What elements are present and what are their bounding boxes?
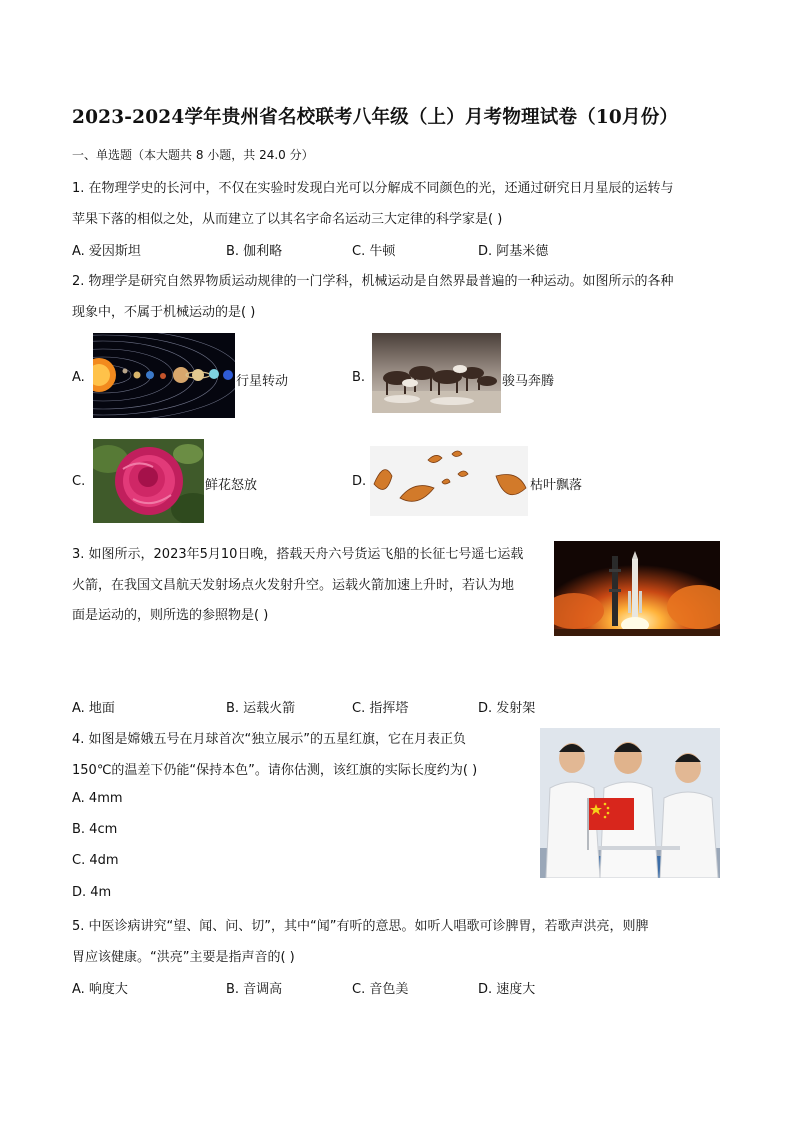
- q3-option-d[interactable]: D. 发射架: [478, 701, 536, 716]
- q2-option-d-caption: 枯叶飘落: [530, 478, 583, 493]
- q1-stem-line1: 1. 在物理学史的长河中，不仅在实验时发现白光可以分解成不同颜色的光，还通过研究日月星辰的运转与: [72, 181, 674, 196]
- page-title: 2023-2024学年贵州省名校联考八年级（上）月考物理试卷（10月份）: [72, 107, 679, 128]
- galloping-horses-image: [372, 333, 501, 413]
- q1-option-d[interactable]: D. 阿基米德: [478, 244, 549, 259]
- solar-system-image: [93, 333, 235, 418]
- q1-stem-line2: 苹果下落的相似之处，从而建立了以其名字命名运动三大定律的科学家是( ): [72, 212, 503, 227]
- q3-stem-line3: 面是运动的，则所选的参照物是( ): [72, 608, 269, 623]
- q2-option-b-letter[interactable]: B.: [352, 370, 366, 385]
- rocket-launch-image: [554, 541, 720, 636]
- q2-option-d-letter[interactable]: D.: [352, 474, 367, 489]
- q3-stem-line1: 3. 如图所示，2023年5月10日晚，搭载天舟六号货运飞船的长征七号遥七运载: [72, 547, 524, 562]
- q3-option-a[interactable]: A. 地面: [72, 701, 115, 716]
- q5-option-c[interactable]: C. 音色美: [352, 982, 409, 997]
- q3-option-c[interactable]: C. 指挥塔: [352, 701, 409, 716]
- q2-option-a-caption: 行星转动: [236, 374, 289, 389]
- q5-stem-line1: 5. 中医诊病讲究“望、闻、问、切”，其中“闻”有听的意思。如听人唱歌可诊脾胃，若歌声洪亮，则脾: [72, 919, 649, 934]
- q4-stem-line1: 4. 如图是嫦娥五号在月球首次“独立展示”的五星红旗，它在月表正负: [72, 732, 467, 747]
- q2-option-c-caption: 鲜花怒放: [205, 478, 258, 493]
- q4-option-a[interactable]: A. 4mm: [72, 791, 123, 806]
- q1-option-c[interactable]: C. 牛顿: [352, 244, 396, 259]
- q2-option-b-caption: 骏马奔腾: [502, 374, 555, 389]
- q5-option-d[interactable]: D. 速度大: [478, 982, 536, 997]
- q2-stem-line1: 2. 物理学是研究自然界物质运动规律的一门学科，机械运动是自然界最普遍的一种运动。如图所示的各种: [72, 274, 674, 289]
- q2-option-c-letter[interactable]: C.: [72, 474, 86, 489]
- q4-option-b[interactable]: B. 4cm: [72, 822, 118, 837]
- q3-option-b[interactable]: B. 运载火箭: [226, 701, 296, 716]
- q4-option-d[interactable]: D. 4m: [72, 885, 112, 900]
- q5-option-b[interactable]: B. 音调高: [226, 982, 283, 997]
- q1-option-a[interactable]: A. 爱因斯坦: [72, 244, 141, 259]
- q4-option-c[interactable]: C. 4dm: [72, 853, 119, 868]
- falling-leaves-image: [370, 446, 528, 516]
- q4-stem-line2: 150℃的温差下仍能“保持本色”。请你估测，该红旗的实际长度约为( ): [72, 763, 478, 778]
- section-heading: 一、单选题（本大题共 8 小题，共 24.0 分）: [72, 148, 314, 162]
- q1-option-b[interactable]: B. 伽利略: [226, 244, 283, 259]
- q5-stem-line2: 胃应该健康。“洪亮”主要是指声音的( ): [72, 950, 295, 965]
- q5-option-a[interactable]: A. 响度大: [72, 982, 128, 997]
- q2-stem-line2: 现象中，不属于机械运动的是( ): [72, 305, 256, 320]
- q3-stem-line2: 火箭，在我国文昌航天发射场点火发射升空。运载火箭加速上升时，若认为地: [72, 578, 515, 593]
- scientists-flag-image: [540, 728, 720, 878]
- q2-option-a-letter[interactable]: A.: [72, 370, 85, 385]
- blooming-rose-image: [93, 439, 204, 523]
